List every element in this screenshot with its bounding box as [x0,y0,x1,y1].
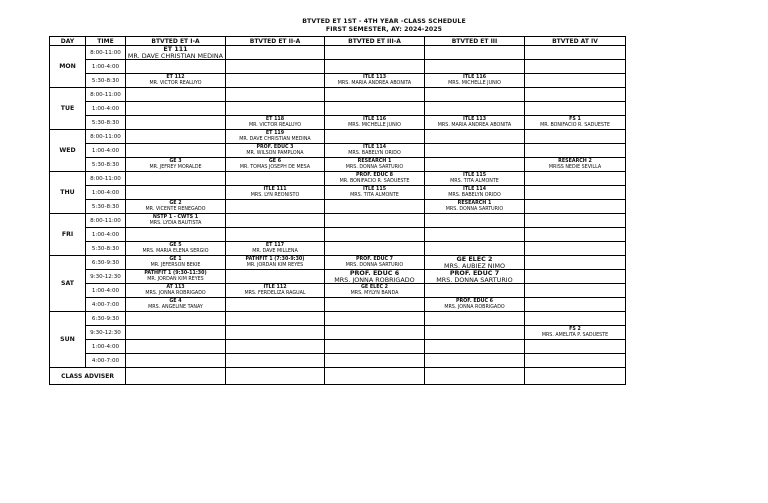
class-slot [425,200,525,214]
class-slot [425,298,525,312]
time-cell: 9:30-12:30 [86,326,126,340]
class-slot [226,214,325,228]
teacher-name: MRS. ANGELINE TANAY [148,304,203,310]
class-slot [525,102,626,116]
class-slot [226,144,325,158]
class-slot [325,298,425,312]
class-slot [126,102,226,116]
class-slot [226,298,325,312]
schedule-table [49,36,626,385]
subject-code: FS 1 [569,117,581,123]
teacher-name: MR. JORDAN KIM REYES [246,262,304,268]
time-cell: 5:30-8:30 [86,116,126,130]
class-slot [325,214,425,228]
class-slot [525,144,626,158]
schedule-row [50,102,626,116]
schedule-row [50,172,626,186]
subject-code: ITLE 113 [362,75,387,81]
subject-code: ET 117 [265,243,285,249]
subject-code: ET 118 [265,117,285,123]
class-slot [126,242,226,256]
class-slot [126,158,226,172]
subject-code: AT 113 [166,285,185,291]
teacher-name: MRS. JONNA ROBRIGADO [444,304,505,310]
class-slot [226,270,325,284]
schedule-row [50,242,626,256]
subject-code: GE ELEC 2 [360,285,389,291]
class-slot [325,172,425,186]
time-cell: 6:30-9:30 [86,312,126,326]
class-slot [226,74,325,88]
teacher-name: MR. TOMAS JOSEPH DE MESA [239,164,311,170]
adviser-cell [126,368,226,385]
class-slot [226,284,325,298]
class-slot [325,88,425,102]
subject-code: PROF. EDUC 6 [455,299,494,305]
class-slot [525,46,626,60]
class-slot [226,130,325,144]
time-cell: 1:00-4:00 [86,340,126,354]
class-slot [226,326,325,340]
class-slot [226,228,325,242]
teacher-name: MRS. MICHELLE JUNIO [348,122,401,128]
subject-code: RESEARCH 1 [357,159,392,165]
time-cell: 1:00-4:00 [86,228,126,242]
column-header-time: TIME [86,37,126,46]
class-slot [425,158,525,172]
class-slot [425,60,525,74]
class-slot [525,172,626,186]
class-slot [525,88,626,102]
adviser-cell [525,368,626,385]
header-row [50,37,626,46]
class-slot [525,200,626,214]
class-slot [226,60,325,74]
teacher-name: MRS. MARIA ANDREA ABONITA [337,80,412,86]
class-slot [126,88,226,102]
subject-code: ET 111 [163,45,188,54]
subject-code: ITLE 114 [362,145,387,151]
class-slot [525,354,626,368]
class-slot [126,74,226,88]
teacher-name: MRS. MARIA ELENA SERGIO [142,248,209,254]
class-adviser-label: CLASS ADVISER [50,368,126,385]
adviser-cell [425,368,525,385]
column-header-section: BTVTED ET III-A [325,37,425,46]
class-slot [226,354,325,368]
schedule-row [50,228,626,242]
day-cell: SUN [50,312,86,368]
schedule-row [50,158,626,172]
class-slot [525,214,626,228]
teacher-name: MRS. JONNA ROBRIGADO [334,275,415,284]
teacher-name: MRS. DONNA SARTURIO [345,262,404,268]
class-slot [525,116,626,130]
subject-code: GE 3 [169,159,182,165]
column-header-section: BTVTED ET I-A [126,37,226,46]
class-slot [325,186,425,200]
teacher-name: MRS. AMELITA P. SADUESTE [541,332,609,338]
teacher-name: MRS. JONNA ROBRIGADO [145,290,206,296]
time-cell: 8:00-11:00 [86,214,126,228]
class-slot [126,116,226,130]
class-slot [525,256,626,270]
class-slot [325,74,425,88]
schedule-subtitle: FIRST SEMESTER, AY: 2024-2025 [325,25,443,33]
class-slot [425,284,525,298]
schedule-row [50,144,626,158]
class-slot [126,144,226,158]
time-cell: 8:00-11:00 [86,88,126,102]
teacher-name: MR. JEFREY MORALDE [149,164,202,170]
column-header-section: BTVTED ET II-A [226,37,325,46]
day-cell: MON [50,46,86,88]
time-cell: 9:30-12:30 [86,270,126,284]
subject-code: GE ELEC 2 [456,255,493,264]
subject-code: RESEARCH 1 [457,201,492,207]
teacher-name: MR. BONIFACIO R. SADUESTE [540,122,610,128]
day-cell: TUE [50,88,86,130]
schedule-row [50,88,626,102]
class-slot [126,172,226,186]
class-slot [525,186,626,200]
adviser-cell [325,368,425,385]
adviser-row [50,368,626,385]
class-slot [226,242,325,256]
class-slot [325,158,425,172]
time-cell: 4:00-7:00 [86,298,126,312]
class-slot [525,270,626,284]
teacher-name: MR. VICENTE RENEGADO [145,206,206,212]
class-slot [425,186,525,200]
class-slot [525,312,626,326]
class-slot [126,186,226,200]
class-slot [126,214,226,228]
subject-code: ET 119 [265,131,285,137]
class-slot [525,298,626,312]
time-cell: 5:30-8:30 [86,242,126,256]
subject-code: PROF. EDUC 8 [355,173,394,179]
class-slot [126,200,226,214]
schedule-row [50,256,626,270]
column-header-section: BTVTED ET III [425,37,525,46]
class-slot [425,214,525,228]
schedule-row [50,354,626,368]
subject-code: ITLE 111 [263,187,287,193]
class-slot [425,88,525,102]
teacher-name: MR. DAVE CHRISTIAN MEDINA [239,136,311,142]
class-slot [325,354,425,368]
class-slot [325,228,425,242]
class-slot [226,340,325,354]
teacher-name: MR. DAVE CHRISTIAN MEDINA [127,51,224,60]
class-slot [226,186,325,200]
time-cell: 6:30-9:30 [86,256,126,270]
time-cell: 8:00-11:00 [86,172,126,186]
teacher-name: MRS. FERDELIZA RAGUAL [244,290,306,296]
teacher-name: MRS. AUBIEZ NIMO [443,261,506,270]
class-slot [525,340,626,354]
teacher-name: MRS. LYDIA BAUTISTA [149,220,202,226]
class-slot [325,312,425,326]
class-slot [226,256,325,270]
schedule-row [50,130,626,144]
schedule-row [50,214,626,228]
schedule-row [50,298,626,312]
subject-code: GE 2 [169,201,182,207]
class-slot [425,270,525,284]
class-slot [425,46,525,60]
schedule-row [50,116,626,130]
class-slot [525,158,626,172]
class-slot [126,340,226,354]
teacher-name: MRS. DONNA SARTURIO [445,206,504,212]
class-slot [425,312,525,326]
class-slot [126,256,226,270]
class-slot [126,60,226,74]
class-slot [325,242,425,256]
schedule-row [50,284,626,298]
class-slot [325,46,425,60]
time-cell: 5:30-8:30 [86,74,126,88]
time-cell: 1:00-4:00 [86,102,126,116]
class-slot [525,242,626,256]
subject-code: NSTP 1 - CWTS 1 [152,215,199,221]
class-slot [425,116,525,130]
subject-code: PROF. EDUC 6 [349,269,400,278]
time-cell: 8:00-11:00 [86,130,126,144]
class-slot [126,312,226,326]
class-slot [425,354,525,368]
subject-code: RESEARCH 2 [558,159,592,165]
class-slot [126,46,226,60]
class-slot [525,326,626,340]
class-slot [425,102,525,116]
class-slot [226,88,325,102]
teacher-name: MRS. BABELYN ORIDO [448,192,501,198]
teacher-name: MRS. DONNA SARTURIO [436,275,513,284]
time-cell: 1:00-4:00 [86,186,126,200]
class-slot [325,340,425,354]
class-slot [525,74,626,88]
day-cell: THU [50,172,86,214]
teacher-name: MRS. MICHELLE JUNIO [448,80,501,86]
schedule-row [50,340,626,354]
class-slot [325,102,425,116]
class-slot [425,172,525,186]
day-cell: WED [50,130,86,172]
class-slot [126,130,226,144]
schedule-row [50,270,626,284]
subject-code: ITLE 115 [362,187,387,193]
class-slot [325,130,425,144]
time-cell: 1:00-4:00 [86,284,126,298]
column-header-day: DAY [50,37,86,46]
subject-code: GE 1 [169,257,182,263]
teacher-name: MRS. TITA ALMONTE [450,178,499,184]
class-slot [425,74,525,88]
subject-code: GE 6 [268,159,282,165]
schedule-title: BTVTED ET 1ST - 4TH YEAR -CLASS SCHEDULE [302,18,466,25]
time-cell: 4:00-7:00 [86,354,126,368]
class-slot [325,284,425,298]
class-slot [226,102,325,116]
class-slot [226,200,325,214]
teacher-name: MRS. MARIA ANDREA ABONITA [437,122,512,128]
schedule-row [50,326,626,340]
time-cell: 5:30-8:30 [86,200,126,214]
teacher-name: MRS. DONNA SARTURIO [345,164,404,170]
teacher-name: MRISS NEDIE SEVILLA [548,164,602,170]
class-slot [525,228,626,242]
class-slot [226,312,325,326]
schedule-row [50,200,626,214]
class-slot [425,256,525,270]
class-slot [425,130,525,144]
class-slot [325,144,425,158]
schedule-row [50,46,626,60]
time-cell: 1:00-4:00 [86,144,126,158]
class-slot [126,354,226,368]
class-slot [325,270,425,284]
day-cell: SAT [50,256,86,312]
class-slot [126,284,226,298]
teacher-name: MRS. LYN REONISTO [250,192,300,198]
teacher-name: MR. DAVE MILLENA [252,248,298,254]
class-slot [325,326,425,340]
schedule-row [50,186,626,200]
schedule-row [50,60,626,74]
teacher-name: MR. JORDAN KIM REYES [147,276,204,282]
class-slot [325,60,425,74]
subject-code: GE 5 [169,243,182,249]
class-slot [425,326,525,340]
schedule-row [50,74,626,88]
teacher-name: MR. JEFERSON BEKIE [150,262,201,268]
class-slot [226,158,325,172]
teacher-name: MR. BONIFACIO R. SADUESTE [339,178,410,184]
teacher-name: MRS. BABELYN ORIDO [348,150,401,156]
teacher-name: MR. WILSON PAMPLONA [246,150,304,156]
subject-code: PATHFIT 1 (7:30-9:30) [245,257,305,263]
schedule-row [50,312,626,326]
class-slot [425,340,525,354]
class-slot [126,270,226,284]
class-slot [126,298,226,312]
subject-code: ITLE 115 [462,173,487,179]
subject-code: FS 2 [569,327,581,333]
class-slot [325,256,425,270]
class-slot [325,116,425,130]
subject-code: GE 4 [169,299,182,305]
class-slot [425,228,525,242]
subject-code: ITLE 114 [462,187,487,193]
subject-code: PATHFIT 1 (9:30-11:30) [144,271,207,277]
adviser-cell [226,368,325,385]
class-slot [226,116,325,130]
class-slot [226,46,325,60]
subject-code: PROF. EDUC 7 [449,269,500,278]
subject-code: ET 112 [166,75,185,81]
class-slot [525,284,626,298]
time-cell: 8:00-11:00 [86,46,126,60]
subject-code: ITLE 113 [462,117,487,123]
subject-code: PROF. EDUC 3 [256,145,294,151]
class-slot [425,242,525,256]
teacher-name: MRS. TITA ALMONTE [350,192,399,198]
class-slot [425,144,525,158]
class-slot [525,130,626,144]
class-slot [226,172,325,186]
subject-code: ITLE 116 [362,117,387,123]
subject-code: PROF. EDUC 7 [355,257,394,263]
day-cell: FRI [50,214,86,256]
subject-code: ITLE 112 [263,285,287,291]
class-slot [126,326,226,340]
teacher-name: MRS. MYLYN BANDA [350,290,399,296]
time-cell: 1:00-4:00 [86,60,126,74]
teacher-name: MR. VICTOR REALUYO [249,122,301,128]
teacher-name: MR. VICTOR REALUYO [149,80,202,86]
column-header-section: BTVTED AT IV [525,37,626,46]
class-slot [525,60,626,74]
time-cell: 5:30-8:30 [86,158,126,172]
class-slot [126,228,226,242]
class-slot [325,200,425,214]
subject-code: ITLE 116 [462,75,487,81]
